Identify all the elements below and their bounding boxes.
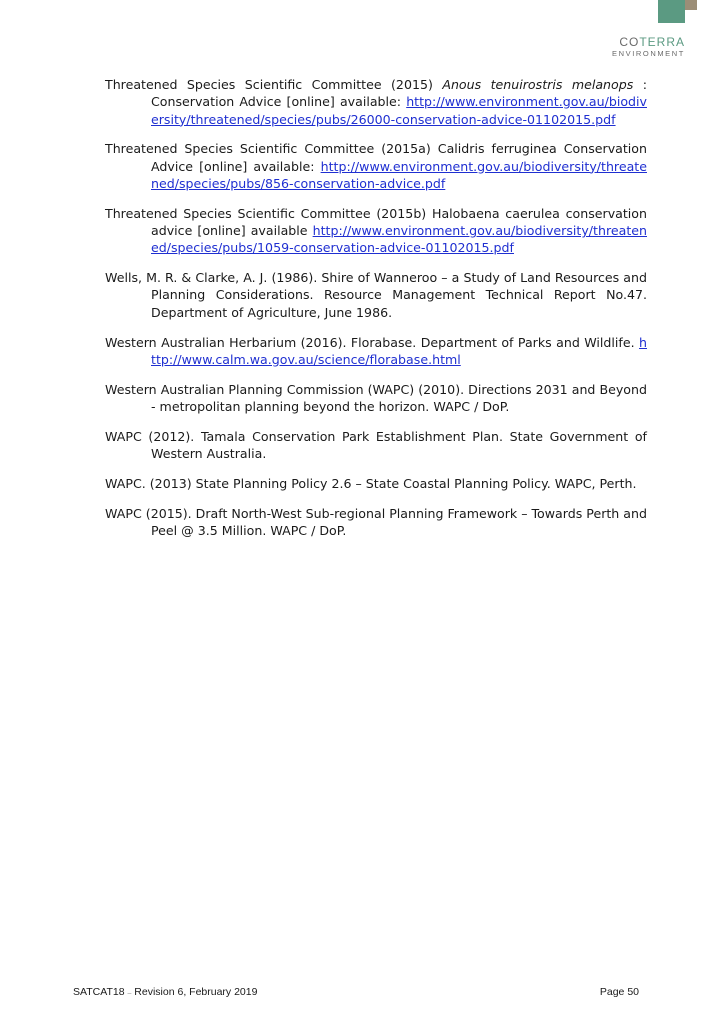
reference-link[interactable]: http://www.environment.gov.au/biodiversity/threatened/species/pubs/1059-conservation-advice-01102015.pdf (151, 223, 647, 256)
reference-text: Western Australian Planning Commission (WAPC) (2010). Directions 2031 and Beyond - metropolitan planning beyond the horizon. WAPC / DoP. (105, 381, 647, 414)
reference-text: WAPC (2012). Tamala Conservation Park Establishment Plan. State Government of Western Australia. (105, 428, 647, 462)
logo-wordmark (612, 36, 685, 48)
reference-text: Threatened Species Scientific Committee (2015) (105, 77, 443, 92)
reference-entry (105, 269, 647, 321)
reference-entry (105, 475, 647, 492)
logo-part1: CO (619, 35, 640, 49)
reference-text: Wells, M. R. & Clarke, A. J. (1986). Shire of Wanneroo – a Study of Land Resources and Planning Considerations. Resource Management Technical Report No.47. Department of Agriculture, June 1986. (105, 270, 647, 320)
reference-entry (105, 140, 647, 192)
footer-page-number: Page 50 (599, 986, 639, 998)
reference-text: Threatened Species Scientific Committee (2015b) Halobaena caerulea conservation advice [online] available (105, 205, 647, 239)
logo-part2: TERRA (639, 35, 685, 49)
reference-entry (105, 381, 647, 416)
reference-text: Western Australian Herbarium (2016). Florabase. Department of Parks and Wildlife. (105, 334, 640, 350)
reference-entry (105, 205, 647, 257)
reference-text-cont: : Conservation Advice [online] available: (151, 77, 647, 110)
reference-list (105, 76, 647, 552)
footer-doc-id: SATCAT18 (73, 986, 125, 998)
reference-link[interactable]: http://www.calm.wa.gov.au/science/florabase.html (151, 334, 647, 367)
footer-revision: Revision 6, February 2019 (134, 986, 258, 998)
reference-entry (105, 505, 647, 540)
footer-separator: – (127, 990, 132, 997)
logo-subtitle: ENVIRONMENT (611, 49, 685, 58)
company-logo (612, 36, 685, 58)
reference-text: WAPC (2015). Draft North-West Sub-regional Planning Framework – Towards Perth and Peel @ 3.5 Million. WAPC / DoP. (105, 505, 647, 538)
reference-text: WAPC. (2013) State Planning Policy 2.6 – State Coastal Planning Policy. WAPC, Perth. (105, 475, 637, 491)
reference-entry (105, 76, 647, 128)
reference-link[interactable]: http://www.environment.gov.au/biodiversity/threatened/species/pubs/26000-conservation-advice-01102015.pdf (151, 94, 647, 127)
reference-entry (105, 428, 647, 463)
logo-mark-brown (685, 0, 697, 10)
logo-mark-green (658, 0, 685, 23)
footer-document-info (73, 986, 257, 998)
reference-species: Anous tenuirostris melanops (442, 77, 634, 92)
reference-text: Threatened Species Scientific Committee (2015a) Calidris ferruginea Conservation Advice [online] available: (105, 141, 647, 174)
reference-link[interactable]: http://www.environment.gov.au/biodiversity/threatened/species/pubs/856-conservation-advice.pdf (151, 158, 647, 191)
reference-entry (105, 334, 647, 369)
